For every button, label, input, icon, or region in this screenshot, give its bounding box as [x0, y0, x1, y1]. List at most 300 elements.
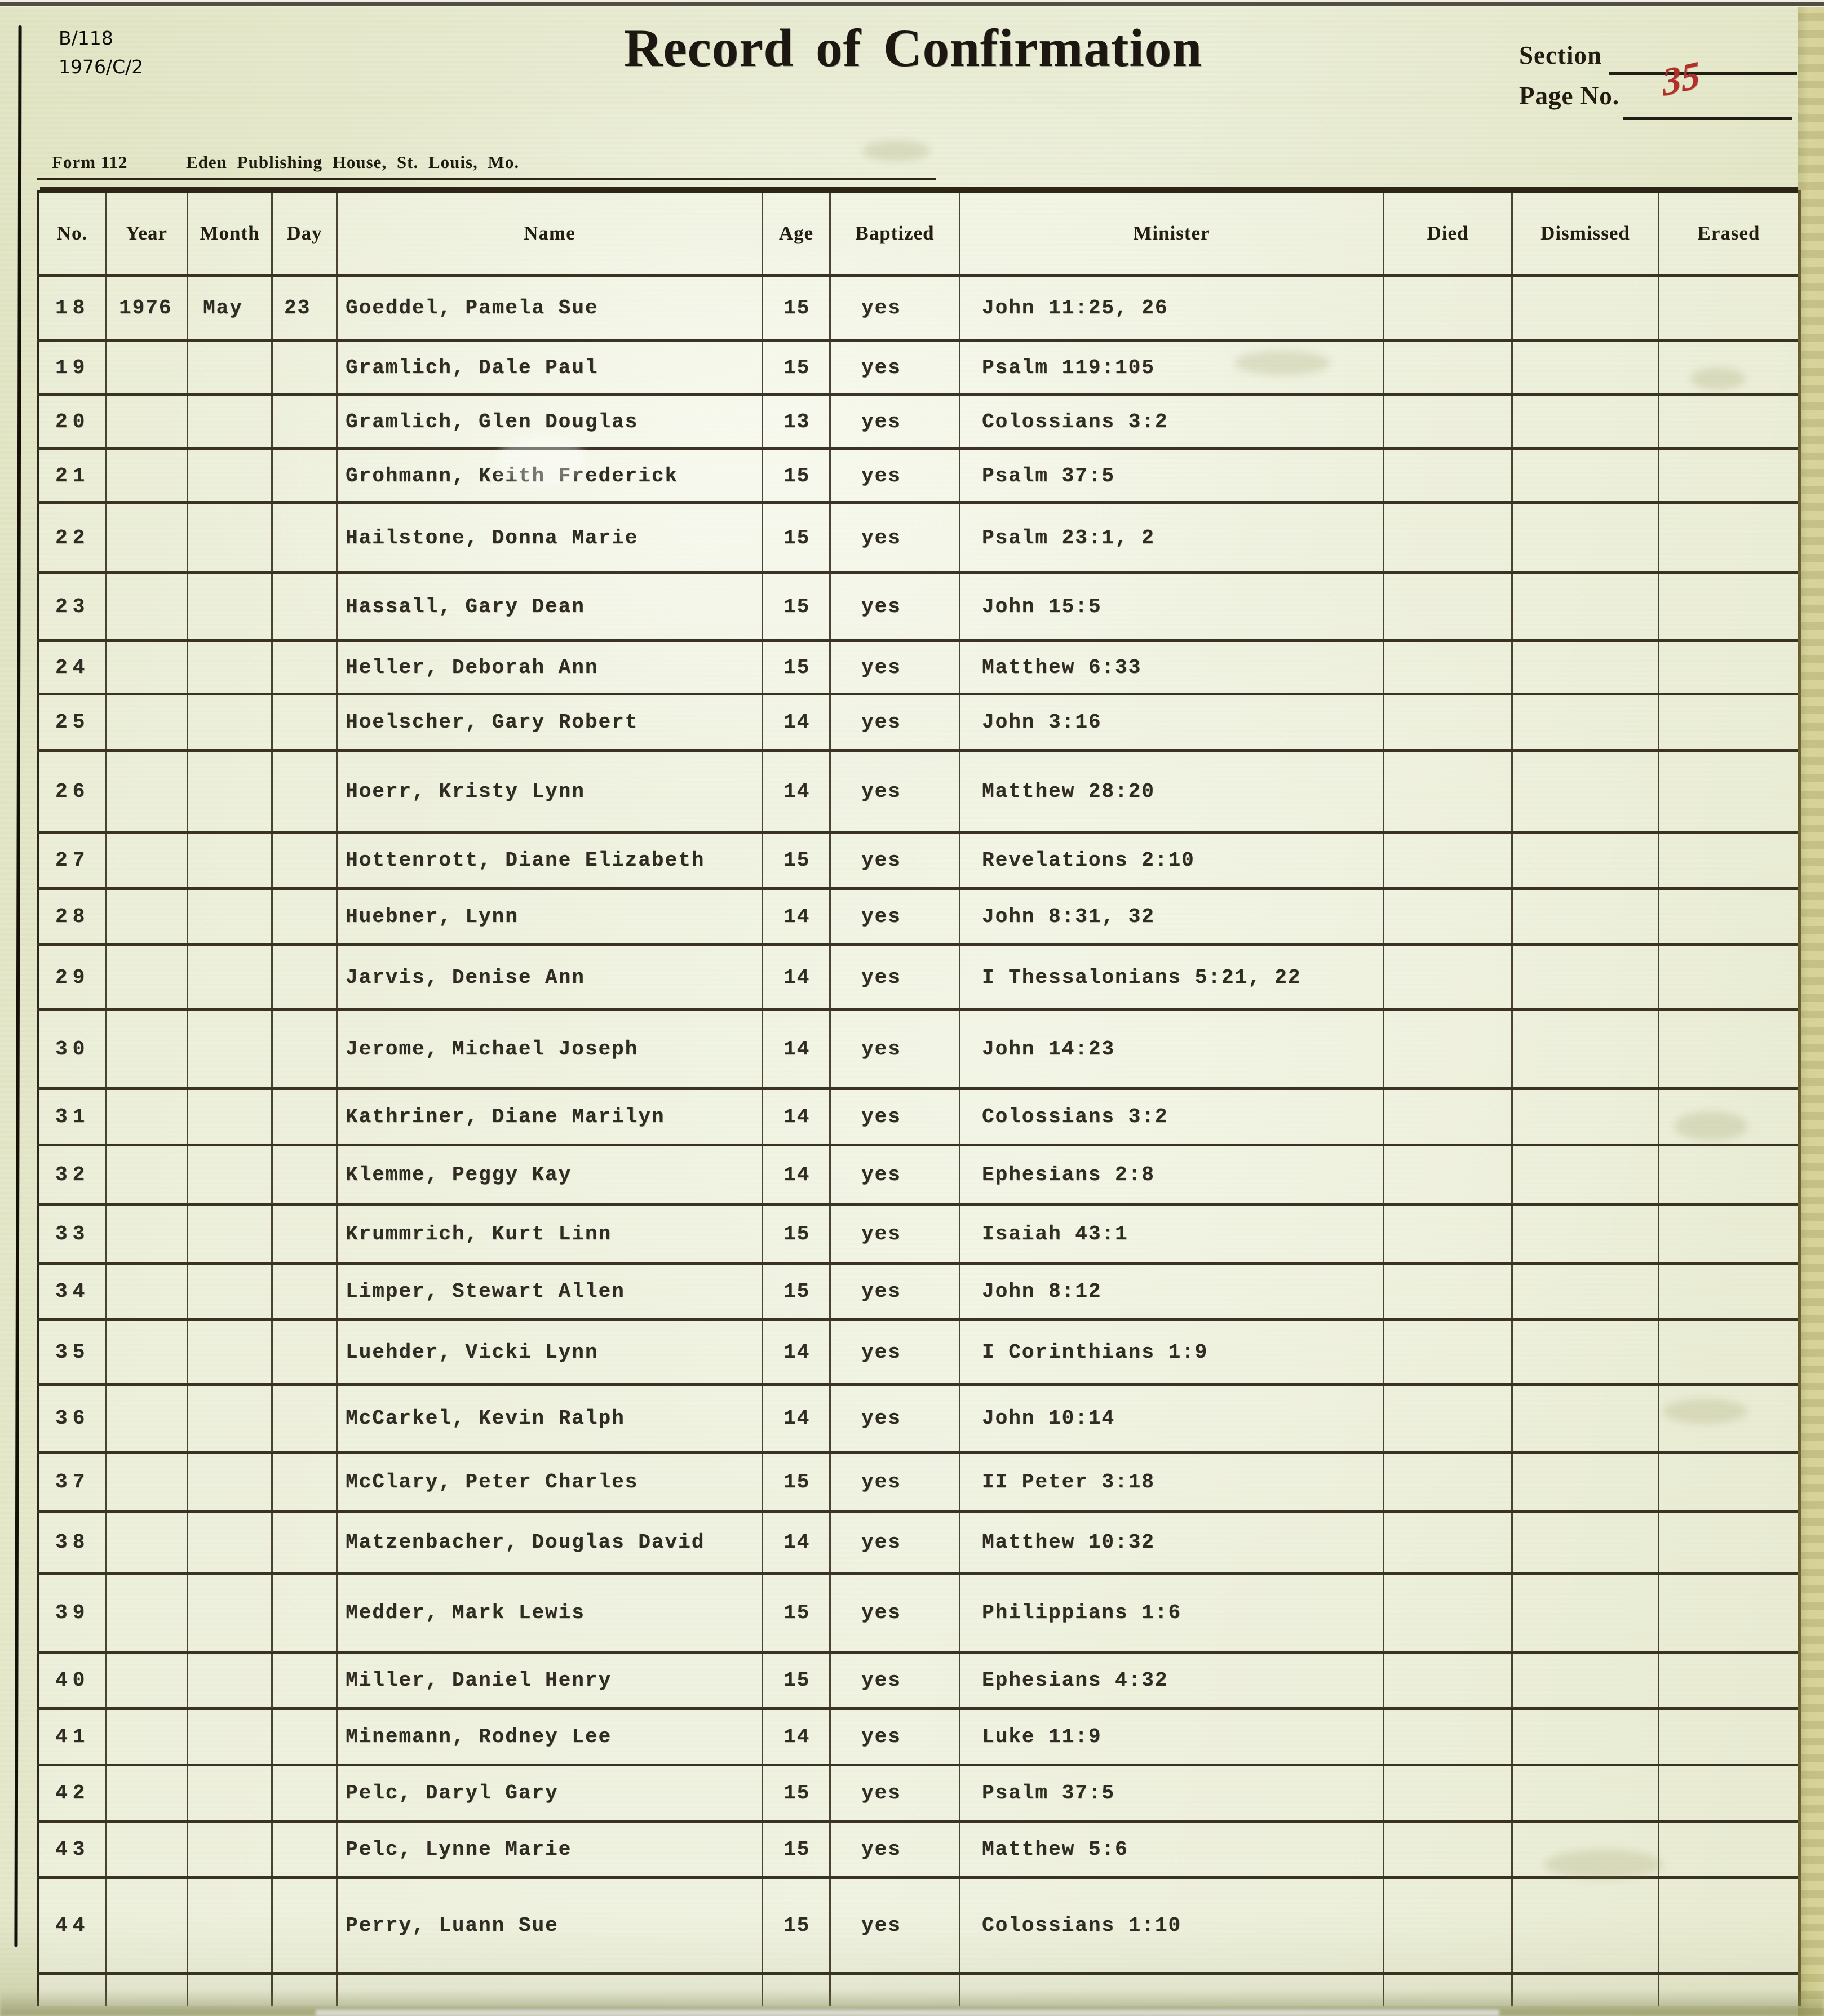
cell-minister: Psalm 23:1, 2	[960, 503, 1384, 573]
cell-year	[106, 1878, 188, 1974]
cell-erased	[1659, 889, 1800, 945]
cell-minister: Matthew 10:32	[960, 1512, 1384, 1574]
cell-no: 34	[38, 1264, 106, 1320]
publisher-imprint: Eden Publishing House, St. Louis, Mo.	[186, 152, 520, 172]
cell-minister: Matthew 6:33	[960, 641, 1384, 694]
cell-erased	[1659, 395, 1800, 449]
cell-baptized: yes	[830, 449, 960, 503]
cell-baptized: yes	[830, 832, 960, 889]
cell-dismissed	[1512, 1320, 1659, 1385]
cell-erased	[1659, 641, 1800, 694]
cell-age: 14	[763, 1385, 830, 1452]
cell-baptized: yes	[830, 1264, 960, 1320]
cell-dismissed	[1512, 1878, 1659, 1974]
cell-name: Minemann, Rodney Lee	[337, 1709, 763, 1765]
ink-bleed-smudge	[1674, 1111, 1747, 1141]
cell-minister: John 3:16	[960, 694, 1384, 751]
cell-month	[188, 889, 272, 945]
cell-dismissed	[1512, 1709, 1659, 1765]
cell-no: 26	[38, 751, 106, 832]
cell-month	[188, 1385, 272, 1452]
cell-erased	[1659, 945, 1800, 1010]
cell-day	[272, 751, 337, 832]
table-row	[38, 1385, 1800, 1452]
cell-month	[188, 1264, 272, 1320]
cell-dismissed	[1512, 276, 1659, 341]
cell-name: Hoerr, Kristy Lynn	[337, 751, 763, 832]
cell-erased	[1659, 1765, 1800, 1822]
scan-top-edge	[0, 2, 1824, 6]
cell-day	[272, 1512, 337, 1574]
cell-baptized: yes	[830, 1320, 960, 1385]
confirmation-table	[37, 190, 1801, 2006]
cell-dismissed	[1512, 341, 1659, 395]
cell-month	[188, 641, 272, 694]
ink-bleed-smudge	[1544, 1850, 1663, 1879]
cell-dismissed	[1512, 889, 1659, 945]
cell-minister: Matthew 5:6	[960, 1822, 1384, 1878]
cell-name: Krummrich, Kurt Linn	[337, 1204, 763, 1264]
cell-month	[188, 1652, 272, 1709]
cell-age: 15	[763, 1878, 830, 1974]
cell-baptized: yes	[830, 395, 960, 449]
cell-age: 15	[763, 449, 830, 503]
cell-year	[106, 751, 188, 832]
cell-died	[1384, 395, 1512, 449]
cell-died	[1384, 1822, 1512, 1878]
cell-year	[106, 573, 188, 641]
cell-year	[106, 1512, 188, 1574]
cell-year	[106, 694, 188, 751]
cell-name: Hottenrott, Diane Elizabeth	[337, 832, 763, 889]
cell-baptized: yes	[830, 1878, 960, 1974]
cell-minister: Isaiah 43:1	[960, 1204, 1384, 1264]
cell-month	[188, 1512, 272, 1574]
cell-month	[188, 1709, 272, 1765]
cell-year	[106, 1264, 188, 1320]
table-row	[38, 1145, 1800, 1204]
cell-died	[1384, 1452, 1512, 1512]
cell-name: Huebner, Lynn	[337, 889, 763, 945]
cell-died	[1384, 1264, 1512, 1320]
cell-name: Jerome, Michael Joseph	[337, 1010, 763, 1089]
cell-minister: Luke 11:9	[960, 1709, 1384, 1765]
cell-name: Gramlich, Dale Paul	[337, 341, 763, 395]
cell-died	[1384, 1765, 1512, 1822]
cell-baptized: yes	[830, 1089, 960, 1145]
cell-baptized: yes	[830, 889, 960, 945]
cell-died	[1384, 641, 1512, 694]
table-row	[38, 341, 1800, 395]
cell-month	[188, 1765, 272, 1822]
cell-year	[106, 889, 188, 945]
record-page	[0, 7, 1824, 2016]
cell-baptized: yes	[830, 945, 960, 1010]
cell-age: 14	[763, 1010, 830, 1089]
cell-day	[272, 341, 337, 395]
cell-day	[272, 1089, 337, 1145]
cell-month	[188, 449, 272, 503]
cell-age: 15	[763, 832, 830, 889]
cell-baptized: yes	[830, 503, 960, 573]
cell-died	[1384, 1089, 1512, 1145]
col-header-died: Died	[1384, 192, 1512, 276]
cell-day	[272, 1264, 337, 1320]
cell-died	[1384, 503, 1512, 573]
section-blank-line	[1609, 72, 1797, 75]
cell-erased	[1659, 694, 1800, 751]
cell-day	[272, 503, 337, 573]
cell-month	[188, 832, 272, 889]
cell-year	[106, 341, 188, 395]
col-header-minister: Minister	[960, 192, 1384, 276]
cell-died	[1384, 889, 1512, 945]
cell-dismissed	[1512, 945, 1659, 1010]
cell-died	[1384, 449, 1512, 503]
cell-no: 37	[38, 1452, 106, 1512]
cell-month	[188, 1320, 272, 1385]
table-row	[38, 889, 1800, 945]
cell-minister: Ephesians 4:32	[960, 1652, 1384, 1709]
cell-name: Medder, Mark Lewis	[337, 1574, 763, 1652]
col-header-month: Month	[188, 192, 272, 276]
table-row	[38, 1320, 1800, 1385]
cell-baptized: yes	[830, 1385, 960, 1452]
col-header-age: Age	[763, 192, 830, 276]
page-no-blank-line	[1623, 117, 1792, 120]
cell-erased	[1659, 1010, 1800, 1089]
cell-no: 23	[38, 573, 106, 641]
cell-no: 31	[38, 1089, 106, 1145]
cell-year	[106, 1145, 188, 1204]
cell-name: Gramlich, Glen Douglas	[337, 395, 763, 449]
cell-died	[1384, 276, 1512, 341]
cell-age: 14	[763, 1089, 830, 1145]
cell-age: 14	[763, 694, 830, 751]
table-row	[38, 1709, 1800, 1765]
cell-died	[1384, 1709, 1512, 1765]
cell-minister: Psalm 37:5	[960, 449, 1384, 503]
cell-age: 14	[763, 889, 830, 945]
table-row	[38, 1652, 1800, 1709]
cell-name: Klemme, Peggy Kay	[337, 1145, 763, 1204]
cell-no: 28	[38, 889, 106, 945]
cell-no: 25	[38, 694, 106, 751]
cell-day	[272, 1320, 337, 1385]
cell-baptized: yes	[830, 641, 960, 694]
cell-baptized: yes	[830, 1652, 960, 1709]
cell-minister: Revelations 2:10	[960, 832, 1384, 889]
cell-day	[272, 694, 337, 751]
cell-erased	[1659, 1709, 1800, 1765]
cell-baptized: yes	[830, 1709, 960, 1765]
col-header-erased: Erased	[1659, 192, 1800, 276]
cell-died	[1384, 1385, 1512, 1452]
cell-dismissed	[1512, 1452, 1659, 1512]
cell-name: Heller, Deborah Ann	[337, 641, 763, 694]
page-edge-strip	[1798, 7, 1824, 2016]
cell-day	[272, 1452, 337, 1512]
cell-year	[106, 1765, 188, 1822]
cell-day: 23	[272, 276, 337, 341]
book-spine-line	[14, 25, 21, 1947]
cell-died	[1384, 694, 1512, 751]
cell-name: Perry, Luann Sue	[337, 1878, 763, 1974]
cell-day	[272, 889, 337, 945]
cell-year	[106, 503, 188, 573]
cell-age: 14	[763, 1320, 830, 1385]
cell-dismissed	[1512, 1512, 1659, 1574]
cell-name: Hailstone, Donna Marie	[337, 503, 763, 573]
cell-month	[188, 1145, 272, 1204]
cell-name: Matzenbacher, Douglas David	[337, 1512, 763, 1574]
table-row	[38, 1204, 1800, 1264]
section-label: Section	[1519, 41, 1602, 69]
cell-baptized: yes	[830, 1512, 960, 1574]
cell-minister: Colossians 3:2	[960, 395, 1384, 449]
cell-name: Limper, Stewart Allen	[337, 1264, 763, 1320]
table-row	[38, 1264, 1800, 1320]
table-row	[38, 503, 1800, 573]
cell-baptized: yes	[830, 1452, 960, 1512]
cell-baptized: yes	[830, 341, 960, 395]
cell-no: 29	[38, 945, 106, 1010]
cell-erased	[1659, 832, 1800, 889]
cell-year	[106, 1709, 188, 1765]
cell-died	[1384, 341, 1512, 395]
table-row	[38, 641, 1800, 694]
cell-dismissed	[1512, 1385, 1659, 1452]
table-header-row	[38, 192, 1800, 276]
cell-erased	[1659, 1512, 1800, 1574]
cell-no: 36	[38, 1385, 106, 1452]
ink-bleed-smudge	[1691, 367, 1745, 390]
cell-erased	[1659, 1264, 1800, 1320]
cell-no: 38	[38, 1512, 106, 1574]
cell-no: 27	[38, 832, 106, 889]
cell-day	[272, 832, 337, 889]
cell-erased	[1659, 503, 1800, 573]
table-row	[38, 1089, 1800, 1145]
cell-month	[188, 1878, 272, 1974]
cell-died	[1384, 1878, 1512, 1974]
cell-died	[1384, 832, 1512, 889]
cell-died	[1384, 573, 1512, 641]
cell-no: 20	[38, 395, 106, 449]
cell-year	[106, 1089, 188, 1145]
table-row	[38, 1512, 1800, 1574]
cell-erased	[1659, 1452, 1800, 1512]
cell-no: 19	[38, 341, 106, 395]
table-row	[38, 832, 1800, 889]
cell-baptized: yes	[830, 1574, 960, 1652]
cell-age: 15	[763, 341, 830, 395]
cell-month	[188, 751, 272, 832]
cell-dismissed	[1512, 449, 1659, 503]
cell-no: 40	[38, 1652, 106, 1709]
cell-minister: John 8:12	[960, 1264, 1384, 1320]
cell-age: 15	[763, 1264, 830, 1320]
table-row	[38, 276, 1800, 341]
cell-erased	[1659, 1822, 1800, 1878]
cell-day	[272, 1878, 337, 1974]
form-number: Form 112	[52, 152, 128, 172]
cell-day	[272, 449, 337, 503]
cell-name: McCarkel, Kevin Ralph	[337, 1385, 763, 1452]
cell-died	[1384, 1010, 1512, 1089]
cell-dismissed	[1512, 1765, 1659, 1822]
cell-dismissed	[1512, 751, 1659, 832]
cell-minister: II Peter 3:18	[960, 1452, 1384, 1512]
cell-baptized: yes	[830, 1822, 960, 1878]
cell-name: Grohmann, Keith Frederick	[337, 449, 763, 503]
cell-minister: Matthew 28:20	[960, 751, 1384, 832]
cell-baptized: yes	[830, 276, 960, 341]
cell-month	[188, 1010, 272, 1089]
ink-bleed-smudge	[862, 141, 930, 161]
page-no-label: Page No.	[1519, 82, 1619, 110]
cell-minister: Psalm 119:105	[960, 341, 1384, 395]
cell-dismissed	[1512, 503, 1659, 573]
cell-month	[188, 395, 272, 449]
col-header-no: No.	[38, 192, 106, 276]
cell-year	[106, 449, 188, 503]
cell-dismissed	[1512, 1010, 1659, 1089]
cell-dismissed	[1512, 1145, 1659, 1204]
cell-erased	[1659, 1652, 1800, 1709]
cell-year	[106, 641, 188, 694]
cell-year	[106, 1822, 188, 1878]
cell-dismissed	[1512, 1264, 1659, 1320]
archive-reference	[59, 24, 143, 81]
cell-month	[188, 1452, 272, 1512]
table-top-rule	[37, 178, 936, 180]
cell-erased	[1659, 1320, 1800, 1385]
table-body	[38, 276, 1800, 2006]
archive-ref-line1: B/118	[59, 27, 113, 49]
cell-day	[272, 1822, 337, 1878]
table-row	[38, 1822, 1800, 1878]
cell-year	[106, 1204, 188, 1264]
cell-minister: Psalm 37:5	[960, 1765, 1384, 1822]
cell-month	[188, 1574, 272, 1652]
cell-year	[106, 1652, 188, 1709]
cell-minister: Colossians 3:2	[960, 1089, 1384, 1145]
cell-died	[1384, 1512, 1512, 1574]
cell-dismissed	[1512, 1089, 1659, 1145]
table-row	[38, 1452, 1800, 1512]
cell-month	[188, 1089, 272, 1145]
cell-age: 14	[763, 1709, 830, 1765]
cell-name: Pelc, Daryl Gary	[337, 1765, 763, 1822]
cell-age: 15	[763, 641, 830, 694]
table-row	[38, 945, 1800, 1010]
cell-dismissed	[1512, 832, 1659, 889]
page-no-handwritten-value: 35	[1661, 52, 1701, 105]
cell-minister: John 10:14	[960, 1385, 1384, 1452]
cell-year	[106, 1010, 188, 1089]
cell-month	[188, 573, 272, 641]
cell-year: 1976	[106, 276, 188, 341]
cell-month	[188, 694, 272, 751]
table-row	[38, 395, 1800, 449]
cell-age: 15	[763, 1574, 830, 1652]
cell-no: 44	[38, 1878, 106, 1974]
cell-minister: Ephesians 2:8	[960, 1145, 1384, 1204]
cell-month	[188, 945, 272, 1010]
cell-age: 15	[763, 1452, 830, 1512]
cell-age: 14	[763, 1145, 830, 1204]
cell-baptized: yes	[830, 573, 960, 641]
cell-erased	[1659, 276, 1800, 341]
cell-erased	[1659, 1574, 1800, 1652]
table-row	[38, 449, 1800, 503]
cell-minister: I Thessalonians 5:21, 22	[960, 945, 1384, 1010]
cell-erased	[1659, 1145, 1800, 1204]
cell-baptized: yes	[830, 694, 960, 751]
cell-day	[272, 1765, 337, 1822]
table-row	[38, 751, 1800, 832]
cell-day	[272, 1709, 337, 1765]
cell-dismissed	[1512, 573, 1659, 641]
cell-name: Luehder, Vicki Lynn	[337, 1320, 763, 1385]
table-row	[38, 573, 1800, 641]
cell-minister: I Corinthians 1:9	[960, 1320, 1384, 1385]
cell-died	[1384, 1145, 1512, 1204]
cell-no: 42	[38, 1765, 106, 1822]
cell-baptized: yes	[830, 1010, 960, 1089]
col-header-day: Day	[272, 192, 337, 276]
scan-bottom-edge	[316, 2010, 1499, 2016]
cell-year	[106, 832, 188, 889]
cell-no: 22	[38, 503, 106, 573]
paper-highlight	[496, 435, 586, 486]
cell-age: 15	[763, 1204, 830, 1264]
table-row	[38, 1765, 1800, 1822]
cell-day	[272, 641, 337, 694]
table-row	[38, 1878, 1800, 1974]
cell-name: Kathriner, Diane Marilyn	[337, 1089, 763, 1145]
cell-no: 35	[38, 1320, 106, 1385]
cell-minister: John 11:25, 26	[960, 276, 1384, 341]
cell-name: McClary, Peter Charles	[337, 1452, 763, 1512]
cell-age: 15	[763, 1652, 830, 1709]
table-row	[38, 1010, 1800, 1089]
cell-year	[106, 1452, 188, 1512]
cell-age: 15	[763, 503, 830, 573]
cell-month	[188, 1822, 272, 1878]
cell-dismissed	[1512, 1204, 1659, 1264]
cell-baptized: yes	[830, 1765, 960, 1822]
cell-name: Goeddel, Pamela Sue	[337, 276, 763, 341]
cell-died	[1384, 1320, 1512, 1385]
cell-month	[188, 341, 272, 395]
cell-no: 18	[38, 276, 106, 341]
cell-day	[272, 1652, 337, 1709]
cell-baptized: yes	[830, 1145, 960, 1204]
col-header-dismissed: Dismissed	[1512, 192, 1659, 276]
cell-died	[1384, 1652, 1512, 1709]
cell-name: Jarvis, Denise Ann	[337, 945, 763, 1010]
cell-minister: John 15:5	[960, 573, 1384, 641]
cell-died	[1384, 1204, 1512, 1264]
cell-year	[106, 1320, 188, 1385]
cell-age: 14	[763, 1512, 830, 1574]
cell-dismissed	[1512, 1652, 1659, 1709]
cell-no: 43	[38, 1822, 106, 1878]
cell-baptized: yes	[830, 751, 960, 832]
cell-day	[272, 1145, 337, 1204]
